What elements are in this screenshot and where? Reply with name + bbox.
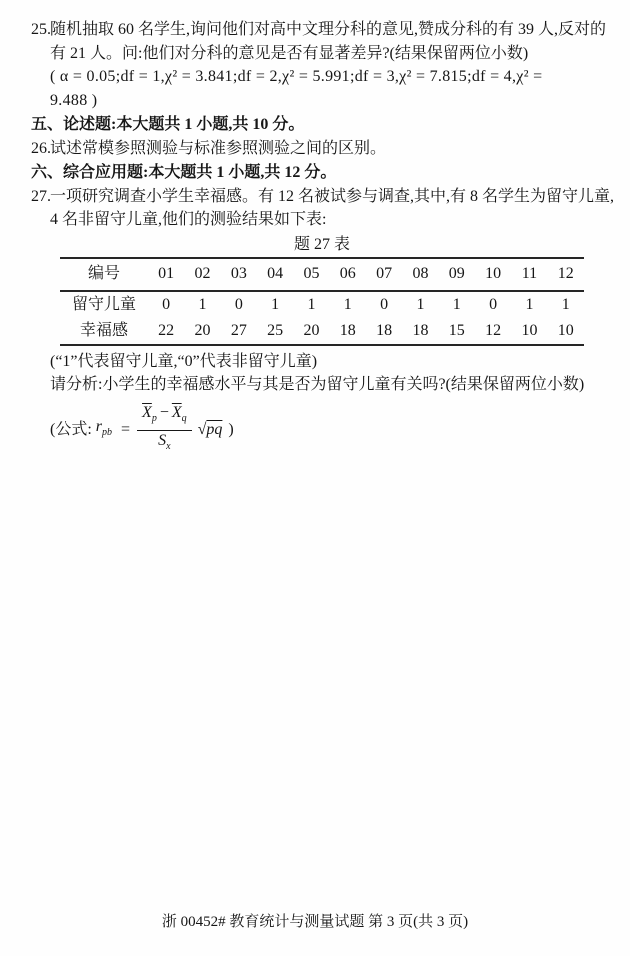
table-cell: 04	[257, 258, 293, 291]
fraction-numerator: $\overline{X}_p - \overline{X}_q$	[137, 404, 192, 431]
table-27-title: 题 27 表	[293, 235, 350, 253]
question-27-number: 27.	[31, 187, 51, 205]
table-cell: 01	[148, 258, 184, 291]
question-27	[31, 185, 615, 454]
table-row-ids	[60, 258, 584, 291]
row-label: 幸福感	[79, 321, 128, 339]
table-cell: 09	[439, 258, 475, 291]
table-cell: 1	[343, 295, 352, 313]
row-label: 编号	[60, 258, 148, 291]
question-25-body	[50, 18, 607, 112]
table-cell: 0	[380, 295, 389, 313]
table-row-happiness	[60, 318, 584, 345]
question-26	[31, 137, 600, 161]
table-cell: 1	[416, 295, 425, 313]
table-cell: 12	[485, 321, 502, 339]
table-cell: 11	[511, 258, 547, 291]
table-cell: 03	[221, 258, 257, 291]
table-cell: 05	[293, 258, 329, 291]
question-26-text: 试述常模参照测验与标准参照测验之间的区别。	[50, 139, 387, 157]
table-cell: 10	[557, 321, 574, 339]
question-27-line1: 一项研究调查小学生幸福感。有 12 名被试参与调查,其中,有 8 名学生为留守儿童,	[50, 187, 615, 205]
square-root-term: √ pq	[197, 421, 223, 438]
table-cell: 10	[521, 321, 538, 339]
formula-variable: $r_{pb}$	[95, 417, 113, 438]
table-cell: 0	[234, 295, 243, 313]
question-25-line1: 随机抽取 60 名学生,询问他们对高中文理分科的意见,赞成分科的有 39 人,反对的	[50, 21, 607, 38]
page-content	[0, 0, 630, 454]
formula-close-paren: )	[228, 420, 234, 438]
table-cell: 12	[548, 258, 584, 291]
fraction-denominator: $S_x$	[158, 432, 171, 453]
table-cell: 0	[489, 295, 498, 313]
table-cell: 22	[158, 321, 175, 339]
question-25-chi-values-line2: 9.488 )	[50, 91, 98, 109]
question-25-chi-values-line1: ( α = 0.05;df = 1,χ² = 3.841;df = 2,χ² = 5.991;df = 3,χ² = 7.815;df = 4,χ² =	[50, 68, 543, 85]
table-cell: 07	[366, 258, 402, 291]
question-27-line2: 4 名非留守儿童,他们的测验结果如下表:	[50, 211, 327, 228]
table-cell: 02	[184, 258, 220, 291]
table-cell: 27	[230, 321, 247, 339]
table-cell: 25	[267, 321, 284, 339]
question-25-number: 25.	[31, 21, 51, 38]
table-cell: 1	[561, 295, 570, 313]
formula-fraction	[137, 404, 192, 455]
formula-label: (公式:	[50, 420, 92, 438]
table-cell: 1	[198, 295, 207, 313]
table-cell: 20	[194, 321, 211, 339]
table-row-left-behind	[60, 291, 584, 318]
table-cell: 1	[525, 295, 534, 313]
table-cell: 20	[303, 321, 320, 339]
table-cell: 18	[412, 321, 429, 339]
table-cell: 15	[448, 321, 465, 339]
table-cell: 1	[452, 295, 461, 313]
point-biserial-formula	[50, 403, 600, 454]
question-27-body	[50, 185, 615, 232]
table-27	[60, 257, 584, 346]
page-footer: 浙 00452# 教育统计与测量试题 第 3 页(共 3 页)	[161, 914, 469, 930]
row-label: 留守儿童	[71, 295, 136, 313]
question-25	[31, 18, 607, 112]
table-cell: 08	[402, 258, 438, 291]
table-cell: 10	[475, 258, 511, 291]
question-25-line2: 有 21 人。问:他们对分科的意见是否有显著差异?(结果保留两位小数)	[50, 44, 529, 62]
equals-sign: =	[121, 420, 131, 438]
section-5-heading: 五、论述题:本大题共 1 小题,共 10 分。	[31, 116, 305, 133]
table-cell: 0	[162, 295, 171, 313]
table-cell: 1	[271, 295, 280, 313]
table-cell: 18	[339, 321, 356, 339]
table-cell: 1	[307, 295, 316, 313]
table-cell: 06	[330, 258, 366, 291]
table-cell: 18	[376, 321, 393, 339]
question-26-number: 26.	[31, 139, 51, 157]
section-6-heading: 六、综合应用题:本大题共 1 小题,共 12 分。	[31, 164, 337, 181]
question-27-analysis-prompt: 请分析:小学生的幸福感水平与其是否为留守儿童有关吗?(结果保留两位小数)	[50, 376, 585, 393]
question-27-legend-note: (“1”代表留守儿童,“0”代表非留守儿童)	[50, 352, 318, 370]
